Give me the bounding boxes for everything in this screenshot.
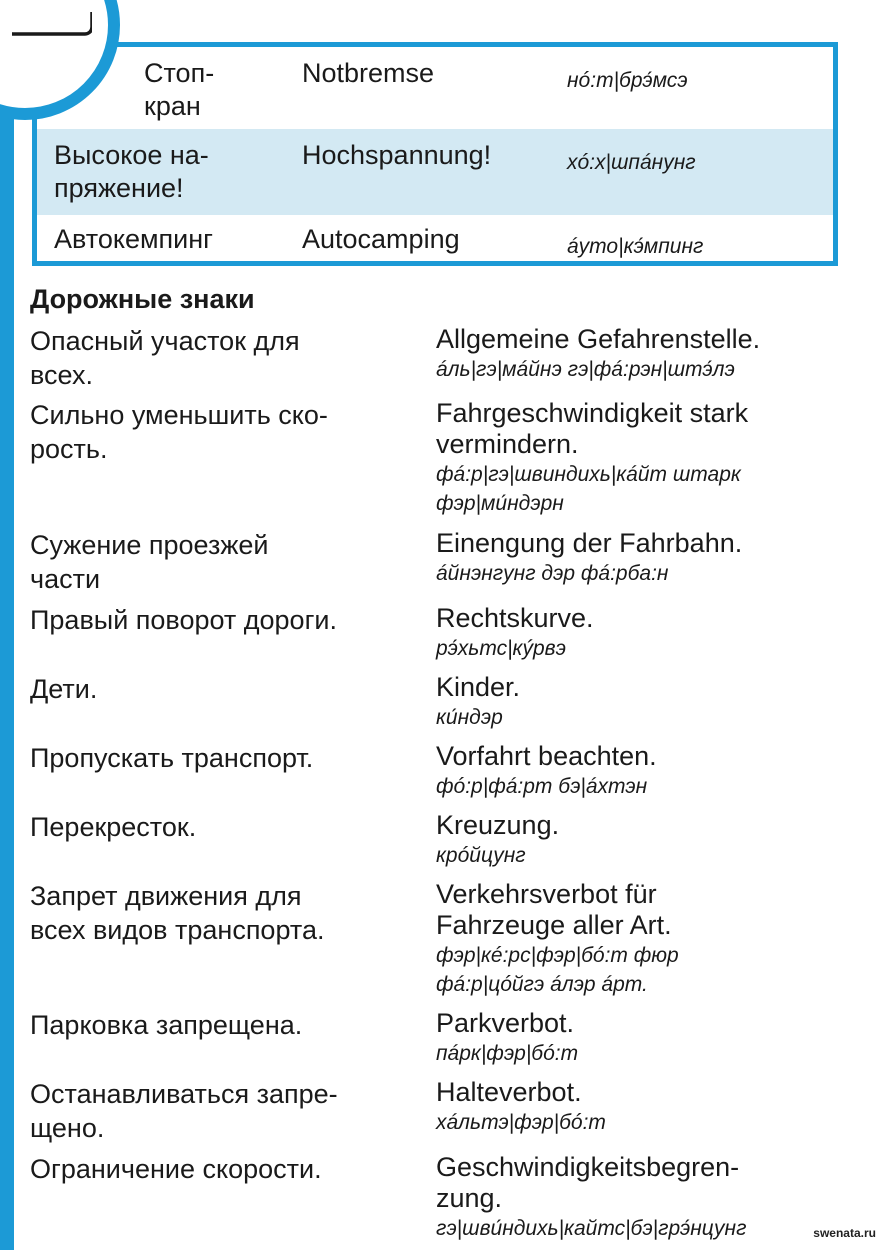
sign-de (436, 810, 866, 870)
sign-de (436, 879, 866, 999)
sign-de-text: Rechtskurve. (436, 603, 594, 633)
page-edge-bar (0, 0, 14, 1250)
sign-de-text: Halteverbot. (436, 1077, 582, 1107)
sign-de (436, 1077, 866, 1137)
sign-transcription: фó:р|фá:рт бэ|áхтэн (436, 775, 648, 798)
sign-transcription: пáрк|фэр|бó:т (436, 1042, 579, 1065)
sign-ru: Запрет движения для всех видов транспорта. (30, 881, 325, 945)
sign-transcription: фá:р|гэ|швиндихь|кáйт штарк фэр|ми́ндэрн (436, 463, 741, 515)
sign-de-text: Vorfahrt beachten. (436, 741, 657, 771)
sign-ru: Правый поворот дороги. (30, 605, 338, 635)
train-car-icon (12, 12, 92, 92)
sign-ru: Сильно уменьшить ско- рость. (30, 400, 328, 464)
phrase-transcription: нó:т|брэ́мсэ (567, 69, 688, 92)
sign-transcription: хáльтэ|фэр|бó:т (436, 1111, 606, 1134)
sign-transcription: ки́ндэр (436, 706, 503, 729)
phrase-de: Hochspannung! (302, 140, 492, 170)
watermark: swenata.ru (813, 1226, 876, 1240)
sign-ru: Дети. (30, 674, 98, 704)
sign-de-text: Geschwindigkeitsbegren- zung. (436, 1152, 740, 1213)
sign-ru: Опасный участок для всех. (30, 326, 300, 390)
section-title: Дорожные знаки (30, 284, 255, 314)
sign-ru: Сужение проезжей части (30, 530, 269, 594)
sign-ru: Перекресток. (30, 812, 197, 842)
sign-ru: Парковка запрещена. (30, 1010, 303, 1040)
phrase-row (37, 129, 833, 215)
sign-ru: Ограничение скорости. (30, 1154, 322, 1184)
sign-de-text: Kinder. (436, 672, 521, 702)
sign-de (436, 741, 866, 801)
sign-transcription: фэр|кé:рс|фэр|бó:т фюр фá:р|цóйгэ áлэр áрт. (436, 944, 679, 996)
sign-transcription: рэ́хьтс|кýрвэ (436, 637, 566, 660)
sign-de (436, 603, 866, 663)
sign-de-text: Parkverbot. (436, 1008, 575, 1038)
sign-de (436, 1008, 866, 1068)
phrase-transcription: áуто|кэ́мпинг (567, 235, 704, 258)
sign-de-text: Fahrgeschwindigkeit stark vermindern. (436, 398, 749, 459)
phrase-de: Autocamping (302, 224, 460, 254)
sign-transcription: крóйцунг (436, 844, 526, 867)
phrase-row (37, 47, 833, 129)
sign-transcription: гэ|шви́ндихь|кайтс|бэ|грэ́нцунг (436, 1217, 747, 1240)
sign-de (436, 324, 866, 384)
phrase-transcription: хó:х|шпáнунг (567, 151, 696, 174)
sign-de (436, 528, 866, 588)
phrase-row (37, 215, 833, 261)
sign-de-text: Verkehrsverbot für Fahrzeuge aller Art. (436, 879, 672, 940)
phrase-ru: Автокемпинг (54, 224, 213, 254)
phrase-ru: Стоп- кран (144, 58, 215, 121)
sign-ru: Пропускать транспорт. (30, 743, 314, 773)
phrase-de: Notbremse (302, 58, 435, 88)
sign-de-text: Allgemeine Gefahrenstelle. (436, 324, 761, 354)
sign-de-text: Einengung der Fahrbahn. (436, 528, 743, 558)
sign-ru: Останавливаться запре- щено. (30, 1079, 338, 1143)
sign-transcription: áль|гэ|мáйнэ гэ|фá:рэн|штэ́лэ (436, 358, 735, 381)
sign-de (436, 672, 866, 732)
sign-transcription: áйнэнгунг дэр фá:рба:н (436, 562, 669, 585)
phrase-ru: Высокое на- пряжение! (54, 140, 209, 203)
sign-de (436, 1152, 866, 1243)
sign-de (436, 398, 866, 518)
phrase-table (32, 42, 838, 266)
sign-de-text: Kreuzung. (436, 810, 560, 840)
